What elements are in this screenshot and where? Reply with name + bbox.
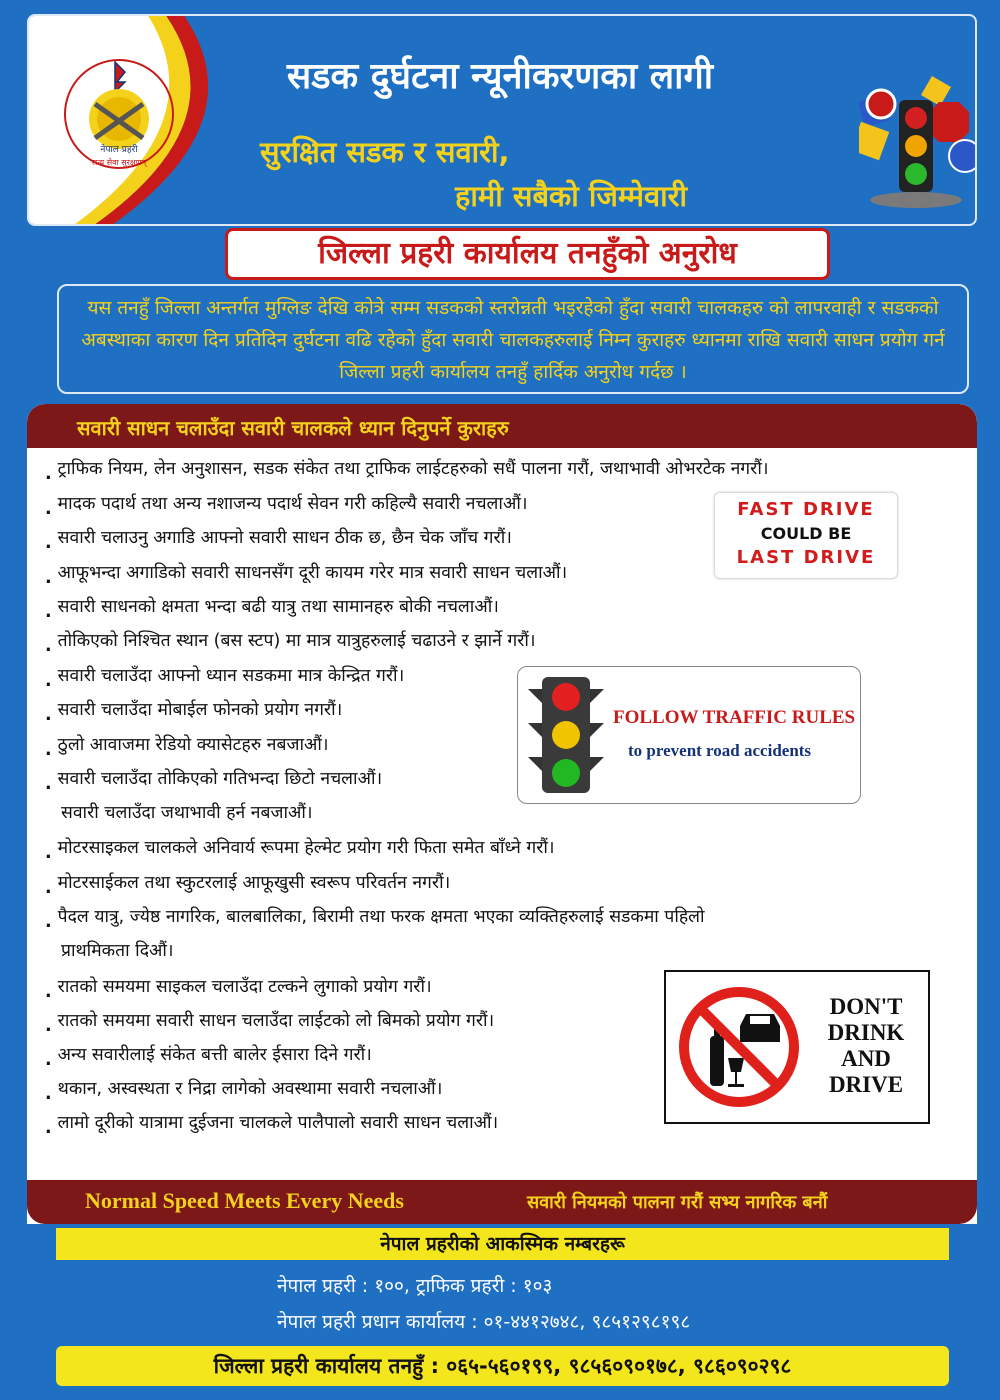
no-drink-driving-icon [674, 984, 804, 1110]
fast-drive-line3: LAST DRIVE [736, 547, 876, 568]
request-text: यस तनहुँ जिल्ला अन्तर्गत मुग्लिङ देखि कोत्रे सम्म सडकको स्तरोन्नती भइरहेको हुँदा सवारी चालकहरु को लापरवाही र सडकको अबस्थाका कारण दिन प्रतिदिन दुर्घटना वढि रहेको हुँदा सवारी चालकहरुलाई निम्न कुराहरु ध्यानमा राखि सवारी साधन प्रयोग गर्न जिल्ला प्रहरी कार्यालय तनहुँ हार्दिक अनुरोध गर्दछ । [57, 284, 969, 394]
dont-drink-drive-text [816, 994, 916, 1098]
slogan-english: Normal Speed Meets Every Needs [85, 1188, 404, 1213]
fast-drive-line2: COULD BE [760, 524, 852, 543]
list-item: . सवारी चलाउँदा आफ्नो ध्यान सडकमा मात्र केन्द्रित गरौं। [45, 666, 405, 691]
dont-drink-line4: DRIVE [828, 1072, 904, 1097]
subtitle-line2: हामी सबैको जिम्मेवारी [455, 179, 687, 213]
page-title: सडक दुर्घटना न्यूनीकरणका लागी [286, 56, 714, 97]
follow-rules-subtitle: to prevent road accidents [628, 741, 812, 760]
list-item-continuation: सवारी चलाउँदा जथाभावी हर्न नबजाऔं। [61, 803, 313, 823]
list-item-continuation: प्राथमिकता दिऔं। [61, 941, 174, 961]
list-item: . ट्राफिक नियम, लेन अनुशासन, सडक संकेत तथा ट्राफिक लाईटहरुको सधैं पालना गरौं, जथाभावी ओभरटेक नगरौं। [45, 459, 769, 484]
list-item: . ठुलो आवाजमा रेडियो क्यासेटहरु नबजाऔं। [45, 735, 329, 760]
dont-drink-line3: AND [841, 1046, 891, 1071]
list-item: . अन्य सवारीलाई संकेत बत्ती बालेर ईसारा दिने गरौं। [45, 1045, 372, 1070]
fast-drive-line1: FAST DRIVE [737, 499, 875, 520]
section-heading: सवारी साधन चलाउँदा सवारी चालकले ध्यान दिनुपर्ने कुराहरु [77, 416, 509, 440]
list-item: . मोटरसाइकल चालकले अनिवार्य रूपमा हेल्मेट प्रयोग गरी फिता समेत बाँध्ने गरौं। [45, 838, 555, 863]
district-banner: जिल्ला प्रहरी कार्यालय तनहुँको अनुरोध [225, 228, 830, 280]
emergency-title: नेपाल प्रहरीको आकस्मिक नम्बरहरू [56, 1228, 949, 1260]
list-item: . सवारी चलाउनु अगाडि आफ्नो सवारी साधन ठीक छ, छैन चेक जाँच गरौं। [45, 528, 512, 553]
list-item: . सवारी साधनको क्षमता भन्दा बढी यात्रु तथा सामानहरु बोकी नचलाऔं। [45, 597, 499, 622]
follow-rules-title: FOLLOW TRAFFIC RULES [613, 707, 856, 728]
svg-text:नेपाल प्रहरी: नेपाल प्रहरी [100, 145, 138, 155]
slogan-bar [27, 1180, 977, 1224]
dont-drink-drive-sign [664, 970, 930, 1124]
list-item: . आफूभन्दा अगाडिको सवारी साधनसँग दूरी कायम गरेर मात्र सवारी साधन चलाऔं। [45, 563, 568, 588]
traffic-light-icon [524, 675, 608, 795]
list-item: . सवारी चलाउँदा तोकिएको गतिभन्दा छिटो नचलाऔं। [45, 769, 383, 794]
emergency-numbers-line1: नेपाल प्रहरी : १००, ट्राफिक प्रहरी : १०३ [277, 1275, 553, 1297]
list-item: . लामो दूरीको यात्रामा दुईजना चालकले पालैपालो सवारी साधन चलाऔं। [45, 1113, 499, 1138]
list-item: . सवारी चलाउँदा मोबाईल फोनको प्रयोग नगरौं। [45, 700, 343, 725]
office-contact: जिल्ला प्रहरी कार्यालय तनहुँ : ०६५-५६०१९९, ९८५६०९०१७८, ९८६०९०२९८ [56, 1346, 949, 1386]
main-panel [27, 404, 977, 1224]
list-item: . पैदल यात्रु, ज्येष्ठ नागरिक, बालबालिका, बिरामी तथा फरक क्षमता भएका व्यक्तिहरुलाई सडकमा पहिलो [45, 907, 705, 932]
emergency-numbers-line2: नेपाल प्रहरी प्रधान कार्यालय : ०१-४४१२७४८, ९८५१२९८१९८ [277, 1311, 691, 1333]
dont-drink-line1: DON'T [829, 994, 903, 1019]
fast-drive-sign [714, 492, 898, 579]
traffic-signs-icon [859, 72, 977, 212]
svg-text:सत्य सेवा सुरक्षणम्: सत्य सेवा सुरक्षणम् [91, 158, 147, 167]
list-item: . रातको समयमा सवारी साधन चलाउँदा लाईटको लो बिमको प्रयोग गरौं। [45, 1011, 495, 1036]
list-item: . थकान, अस्वस्थता र निद्रा लागेको अवस्थामा सवारी नचलाऔं। [45, 1079, 443, 1104]
subtitle-line1: सुरक्षित सडक र सवारी, [260, 135, 510, 169]
list-item: . रातको समयमा साइकल चलाउँदा टल्कने लुगाको प्रयोग गरौं। [45, 977, 432, 1002]
list-item: . तोकिएको निश्चित स्थान (बस स्टप) मा मात्र यात्रुहरुलाई चढाउने र झार्ने गरौं। [45, 631, 536, 656]
list-item: . मादक पदार्थ तथा अन्य नशाजन्य पदार्थ सेवन गरी कहिल्यै सवारी नचलाऔं। [45, 494, 528, 519]
dont-drink-line2: DRINK [827, 1020, 905, 1045]
list-item: . मोटरसाईकल तथा स्कुटरलाई आफूखुसी स्वरूप परिवर्तन नगरौं। [45, 873, 451, 898]
nepal-police-logo [27, 14, 217, 226]
follow-rules-sign [517, 666, 861, 804]
slogan-nepali: सवारी नियमको पालना गरौं सभ्य नागरिक बनौं [527, 1192, 828, 1213]
